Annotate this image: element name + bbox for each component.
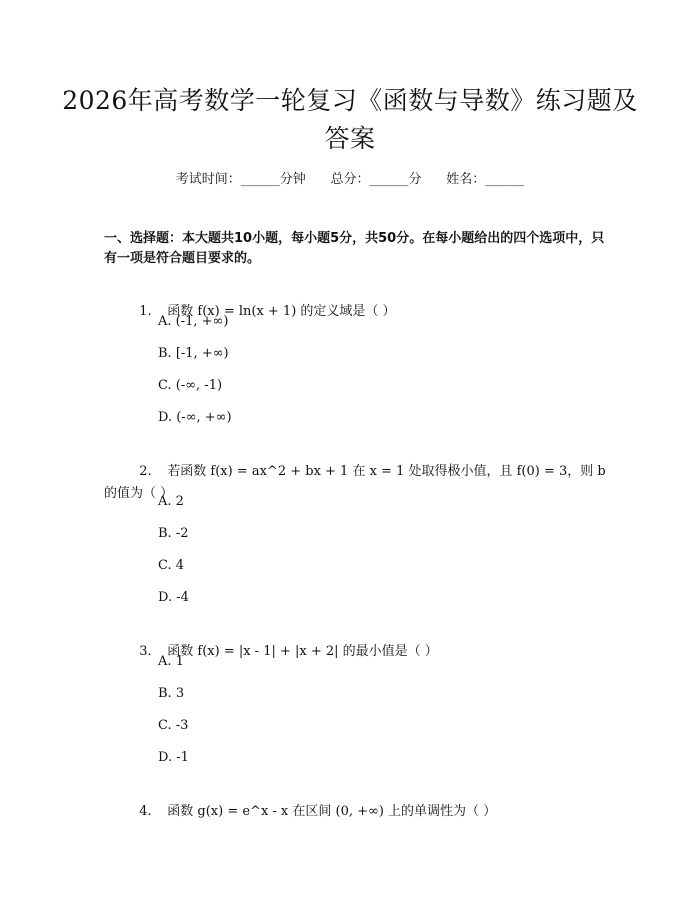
question-number: 1. [139, 304, 152, 319]
question-number: 4. [139, 804, 152, 819]
option-2c: C. 4 [158, 558, 185, 573]
option-2d: D. -4 [158, 590, 189, 605]
section-heading: 一、选择题：本大题共10小题，每小题5分，共50分。在每小题给出的四个选项中，只有一项是符合题目要求的。 [104, 231, 605, 266]
option-1d: D. (-∞, +∞) [158, 410, 232, 425]
option-3d: D. -1 [158, 750, 189, 765]
question-stem: 函数 g(x) = e^x - x 在区间 (0, +∞) 上的单调性为（ ） [167, 804, 497, 819]
option-1b: B. [-1, +∞) [158, 346, 229, 361]
option-1c: C. (-∞, -1) [158, 378, 223, 393]
option-1a: A. (-1, +∞) [158, 314, 229, 329]
option-3b: B. 3 [158, 686, 185, 701]
question-4 [104, 779, 616, 823]
question-number: 2. [139, 464, 152, 479]
exam-info-line: 考试时间：______分钟 总分：______分 姓名：______ [175, 172, 525, 187]
question-stem: 函数 f(x) = |x - 1| + |x + 2| 的最小值是（ ） [167, 644, 438, 659]
option-2a: A. 2 [158, 494, 184, 509]
option-2b: B. -2 [158, 526, 189, 541]
document-title: 2026年高考数学一轮复习《函数与导数》练习题及答案 [62, 86, 638, 153]
question-number: 3. [139, 644, 152, 659]
question-stem: 若函数 f(x) = ax^2 + bx + 1 在 x = 1 处取得极小值，且 f(0) = 3，则 b 的值为（ ） [104, 464, 610, 501]
option-3a: A. 1 [158, 654, 184, 669]
question-stem: 函数 f(x) = ln(x + 1) 的定义域是（ ） [167, 304, 396, 319]
option-3c: C. -3 [158, 718, 189, 733]
